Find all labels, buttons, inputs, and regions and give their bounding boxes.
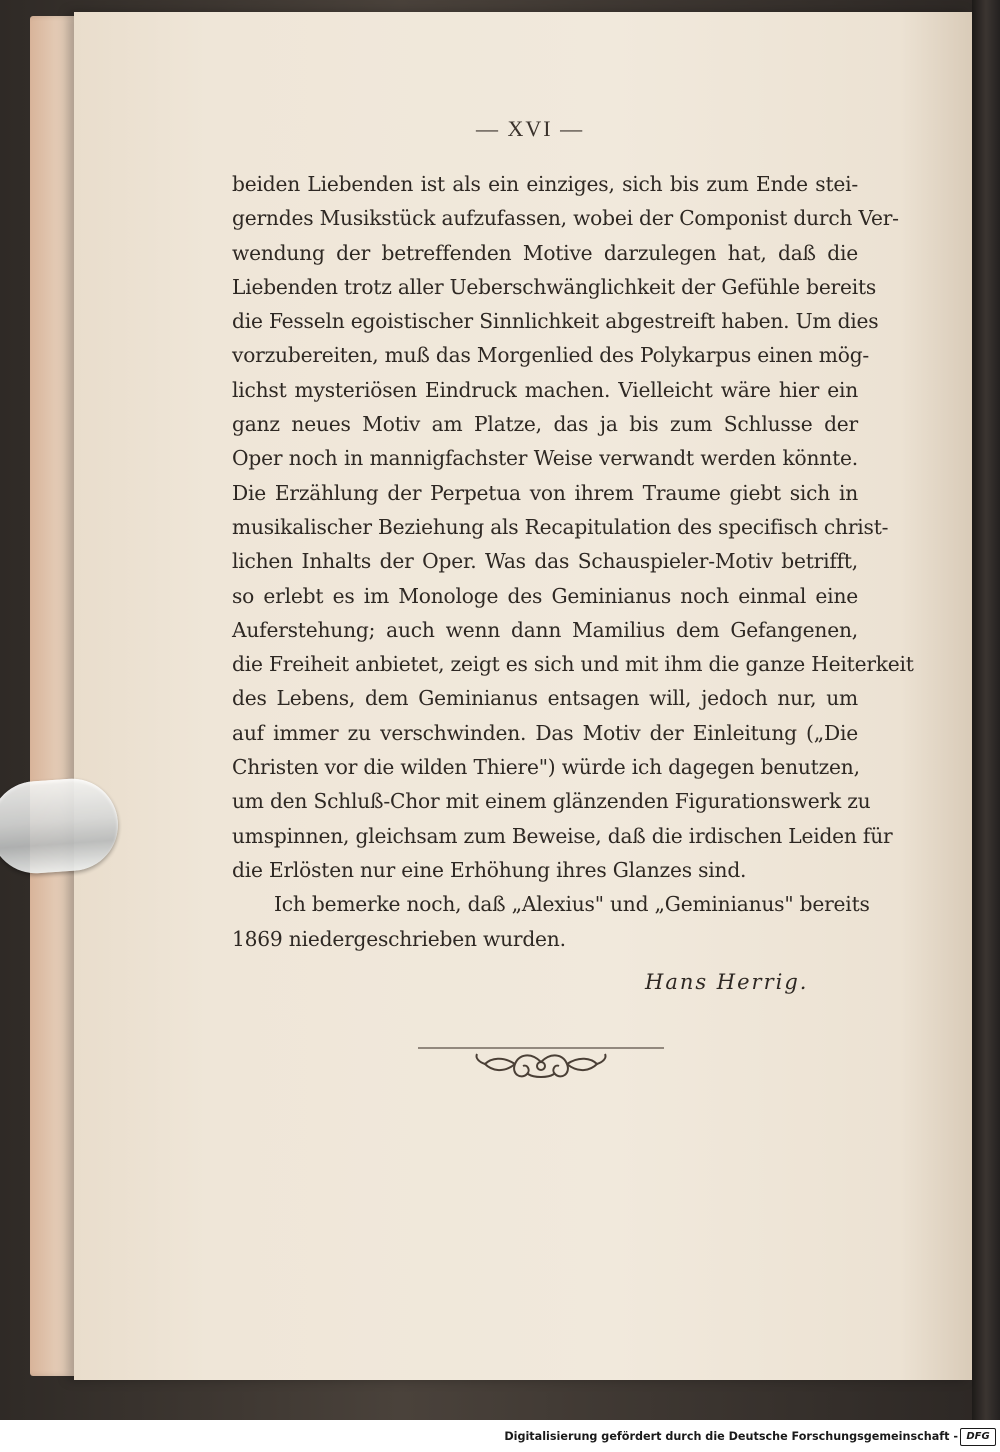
text-line: die Fesseln egoistischer Sinnlichkeit abgestreift haben. Um dies bbox=[232, 309, 879, 334]
scan-right-border bbox=[972, 0, 1000, 1420]
body-text bbox=[232, 167, 914, 956]
text-line: ganz neues Motiv am Platze, das ja bis zum Schlusse der bbox=[232, 412, 858, 437]
text-line: Die Erzählung der Perpetua von ihrem Traume giebt sich in bbox=[232, 480, 858, 505]
vignette-flourish-icon bbox=[418, 1040, 664, 1088]
text-line: lichst mysteriösen Eindruck machen. Vielleicht wäre hier ein bbox=[232, 377, 858, 402]
text-line: 1869 niedergeschrieben wurden. bbox=[232, 926, 566, 951]
text-line: vorzubereiten, muß das Morgenlied des Polykarpus einen mög- bbox=[232, 343, 870, 368]
text-line: beiden Liebenden ist als ein einziges, sich bis zum Ende stei- bbox=[232, 172, 858, 196]
text-line: Ich bemerke noch, daß „Alexius" und „Geminianus" bereits bbox=[274, 892, 870, 917]
text-line: wendung der betreffenden Motive darzulegen hat, daß die bbox=[232, 240, 858, 265]
text-line: die Erlösten nur eine Erhöhung ihres Glanzes sind. bbox=[232, 857, 747, 882]
author-signature: Hans Herrig. bbox=[645, 970, 809, 994]
text-line: lichen Inhalts der Oper. Was das Schauspieler-Motiv betrifft, bbox=[232, 549, 858, 574]
text-line: des Lebens, dem Geminianus entsagen will, jedoch nur, um bbox=[232, 686, 858, 711]
text-line: auf immer zu verschwinden. Das Motiv der Einleitung („Die bbox=[232, 720, 858, 745]
text-line: musikalischer Beziehung als Recapitulation des specifisch christ- bbox=[232, 514, 889, 539]
dfg-logo: DFG bbox=[960, 1428, 996, 1446]
page-number: — XVI — bbox=[476, 116, 585, 141]
text-line: die Freiheit anbietet, zeigt es sich und mit ihm die ganze Heiterkeit bbox=[232, 652, 914, 677]
footer-bar bbox=[0, 1420, 1000, 1452]
text-line: Oper noch in mannigfachster Weise verwandt werden könnte. bbox=[232, 446, 858, 471]
text-line: so erlebt es im Monologe des Geminianus noch einmal eine bbox=[232, 583, 858, 608]
text-line: Liebenden trotz aller Ueberschwänglichkeit der Gefühle bereits bbox=[232, 274, 877, 299]
text-line: um den Schluß-Chor mit einem glänzenden Figurationswerk zu bbox=[232, 789, 871, 814]
text-line: umspinnen, gleichsam zum Beweise, daß die irdischen Leiden für bbox=[232, 823, 893, 848]
text-line: Christen vor die wilden Thiere") würde ich dagegen benutzen, bbox=[232, 755, 860, 780]
text-line: Auferstehung; auch wenn dann Mamilius dem Gefangenen, bbox=[232, 617, 858, 642]
text-line: gerndes Musikstück aufzufassen, wobei der Componist durch Ver- bbox=[232, 206, 899, 231]
footer-credit: Digitalisierung gefördert durch die Deutsche Forschungsgemeinschaft - bbox=[504, 1430, 958, 1443]
